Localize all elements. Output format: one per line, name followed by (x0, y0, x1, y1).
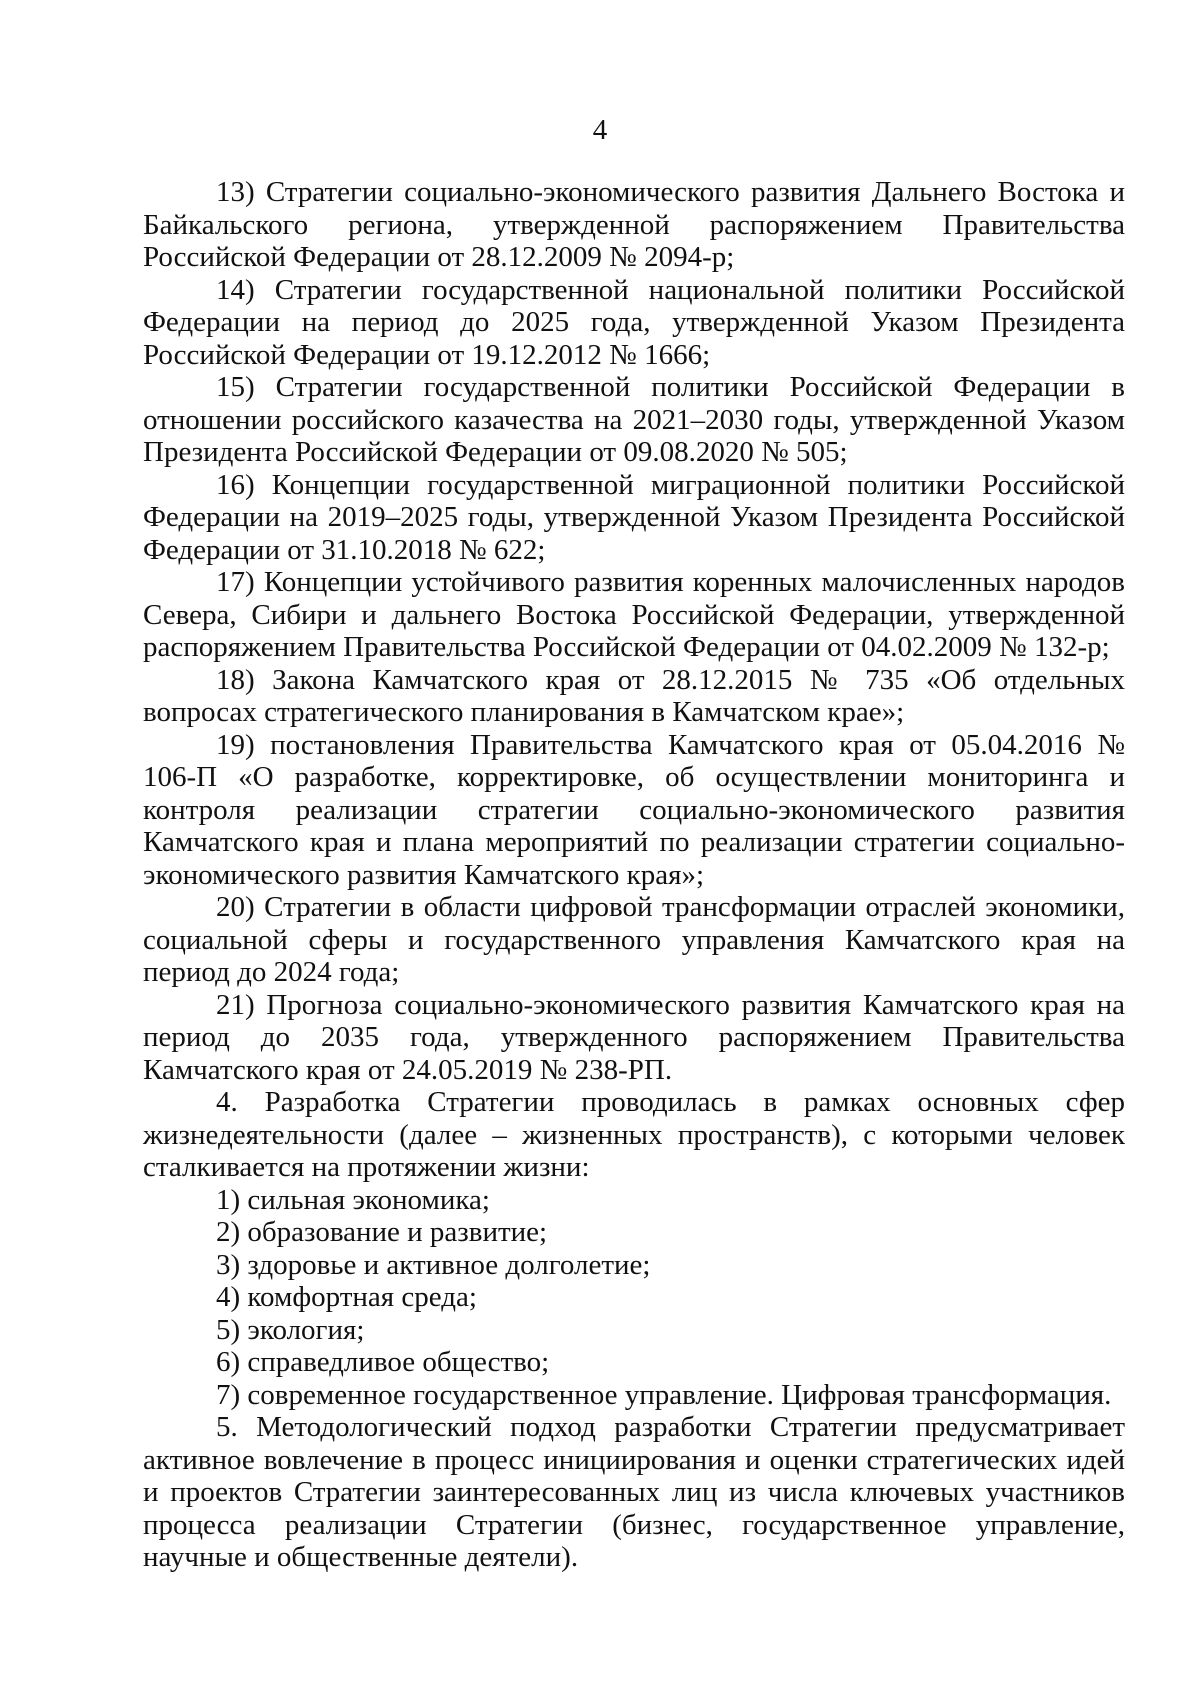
list-item-16: 16) Концепции государственной миграционной политики Российской Федерации на 2019–2025 годы, утвержденной Указом Президента Российской Федерации от 31.10.2018 № 622; (143, 468, 1125, 566)
list-item-20: 20) Стратегии в области цифровой трансформации отраслей экономики, социальной сферы и государственного управления Камчатского края на период до 2024 года; (143, 891, 1125, 988)
list-item-19: 19) постановления Правительства Камчатского края от 05.04.2016 № 106-П «О разработке, корректировке, об осуществлении мониторинга и контроля реализации стратегии социально-экономического развития Камчатского края и плана мероприятий по реализации стратегии социально-экономического развития Камчатского края»; (143, 728, 1125, 891)
list-item-13: 13) Стратегии социально-экономического развития Дальнего Востока и Байкальского региона, утвержденной распоряжением Правительства Российской Федерации от 28.12.2009 № 2094-р; (143, 176, 1125, 273)
list-item-21: 21) Прогноза социально-экономического развития Камчатского края на период до 2035 года, утвержденного распоряжением Правительства Камчатского края от 24.05.2019 № 238-РП. (143, 988, 1125, 1086)
life-space-item-5: 5) экология; (216, 1313, 365, 1346)
life-space-item-2: 2) образование и развитие; (216, 1216, 548, 1248)
section-4-paragraph: 4. Разработка Стратегии проводилась в рамках основных сфер жизнедеятельности (далее – жизненных пространств), с которыми человек сталкивается на протяжении жизни: (143, 1086, 1125, 1183)
document-body (143, 176, 1125, 1574)
list-item-15: 15) Стратегии государственной политики Российской Федерации в отношении российского казачества на 2021–2030 годы, утвержденной Указом Президента Российской Федерации от 09.08.2020 № 505; (143, 371, 1125, 468)
life-space-item-1: 1) сильная экономика; (216, 1183, 490, 1216)
list-item-18: 18) Закона Камчатского края от 28.12.2015 № 735 «Об отдельных вопросах стратегического планирования в Камчатском крае»; (143, 663, 1125, 728)
life-space-item-7: 7) современное государственное управление. Цифровая трансформация. (216, 1378, 1112, 1411)
life-space-item-3: 3) здоровье и активное долголетие; (216, 1248, 651, 1281)
life-space-item-6: 6) справедливое общество; (216, 1346, 550, 1378)
life-space-item-4: 4) комфортная среда; (216, 1281, 477, 1313)
section-5-paragraph: 5. Методологический подход разработки Стратегии предусматривает активное вовлечение в процесс инициирования и оценки стратегических идей и проектов Стратегии заинтересованных лиц из числа ключевых участников процесса реализации Стратегии (бизнес, государственное управление, научные и общественные деятели). (143, 1411, 1125, 1573)
list-item-14: 14) Стратегии государственной национальной политики Российской Федерации на период до 2025 года, утвержденной Указом Президента Российской Федерации от 19.12.2012 № 1666; (143, 273, 1125, 371)
list-item-17: 17) Концепции устойчивого развития коренных малочисленных народов Севера, Сибири и дальнего Востока Российской Федерации, утвержденной распоряжением Правительства Российской Федерации от 04.02.2009 № 132-р; (143, 566, 1125, 663)
page-number: 4 (592, 114, 608, 146)
